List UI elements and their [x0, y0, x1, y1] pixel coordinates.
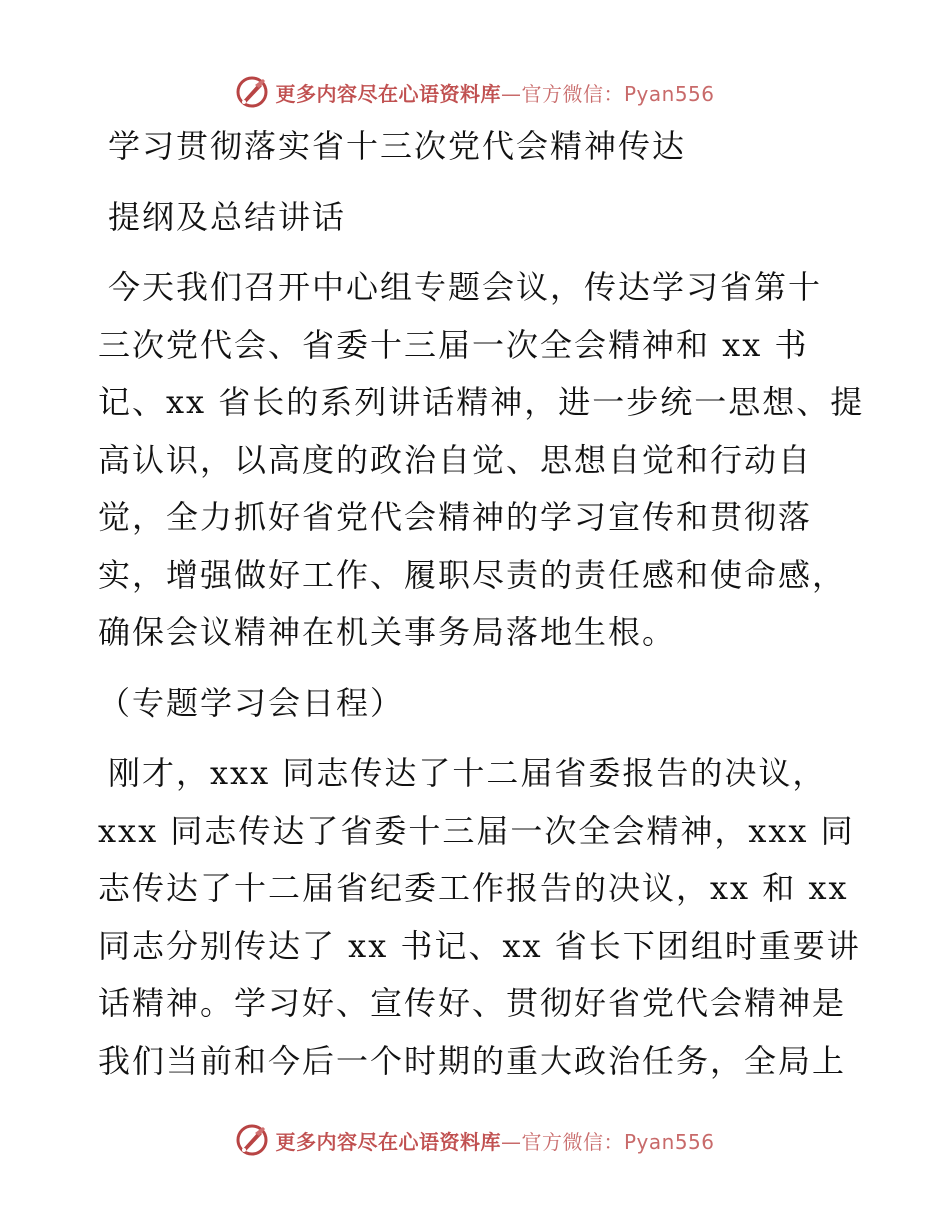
paragraph-line: 确保会议精神在机关事务局落地生根。	[98, 613, 677, 651]
footer-banner-text	[275, 1126, 714, 1155]
paragraph-line: 实，增强做好工作、履职尽责的责任感和使命感，	[98, 555, 847, 594]
quill-pen-logo-icon	[235, 75, 269, 109]
paragraph-line: 记、xx 省长的系列讲话精神，进一步统一思想、提	[98, 383, 865, 421]
footer-banner-main: 更多内容尽在心语资料库	[275, 1129, 501, 1154]
quill-pen-logo-icon	[235, 1123, 269, 1157]
paragraph-line: 高认识，以高度的政治自觉、思想自觉和行动自	[98, 440, 813, 479]
footer-banner-wechat-id: Pyan556	[623, 1129, 715, 1154]
schedule-note: （专题学习会日程）	[98, 683, 405, 722]
footer-banner-official: 官方微信：	[521, 1129, 624, 1154]
header-banner-text	[275, 78, 714, 107]
paragraph-1	[98, 259, 868, 662]
paragraph-line: 同志分别传达了 xx 书记、xx 省长下团组时重要讲	[98, 926, 861, 965]
paragraph-line: xxx 同志传达了省委十三届一次全会精神，xxx 同	[98, 811, 855, 850]
footer-watermark-banner	[0, 1120, 950, 1160]
header-banner-official: 官方微信：	[521, 81, 624, 106]
title-line-1: 学习贯彻落实省十三次党代会精神传达	[108, 127, 687, 165]
title-line-2: 提纲及总结讲话	[108, 197, 347, 236]
header-banner-wechat-id: Pyan556	[623, 81, 715, 106]
paragraph-line: 今天我们召开中心组专题会议，传达学习省第十	[108, 268, 823, 306]
paragraph-line: 我们当前和今后一个时期的重大政治任务，全局上	[98, 1041, 847, 1080]
paragraph-line: 三次党代会、省委十三届一次全会精神和 xx 书	[98, 325, 809, 364]
header-banner-main: 更多内容尽在心语资料库	[275, 81, 501, 106]
paragraph-line: 话精神。学习好、宣传好、贯彻好省党代会精神是	[98, 984, 847, 1022]
footer-banner-dash: —	[500, 1129, 522, 1154]
header-watermark-banner	[0, 72, 950, 112]
paragraph-line: 觉，全力抓好省党代会精神的学习宣传和贯彻落	[98, 498, 813, 536]
paragraph-line: 刚才，xxx 同志传达了十二届省委报告的决议，	[108, 754, 827, 792]
paragraph-2	[98, 745, 868, 1090]
header-banner-dash: —	[500, 81, 522, 106]
paragraph-line: 志传达了十二届省纪委工作报告的决议，xx 和 xx	[98, 869, 849, 907]
document-body	[98, 118, 868, 1090]
